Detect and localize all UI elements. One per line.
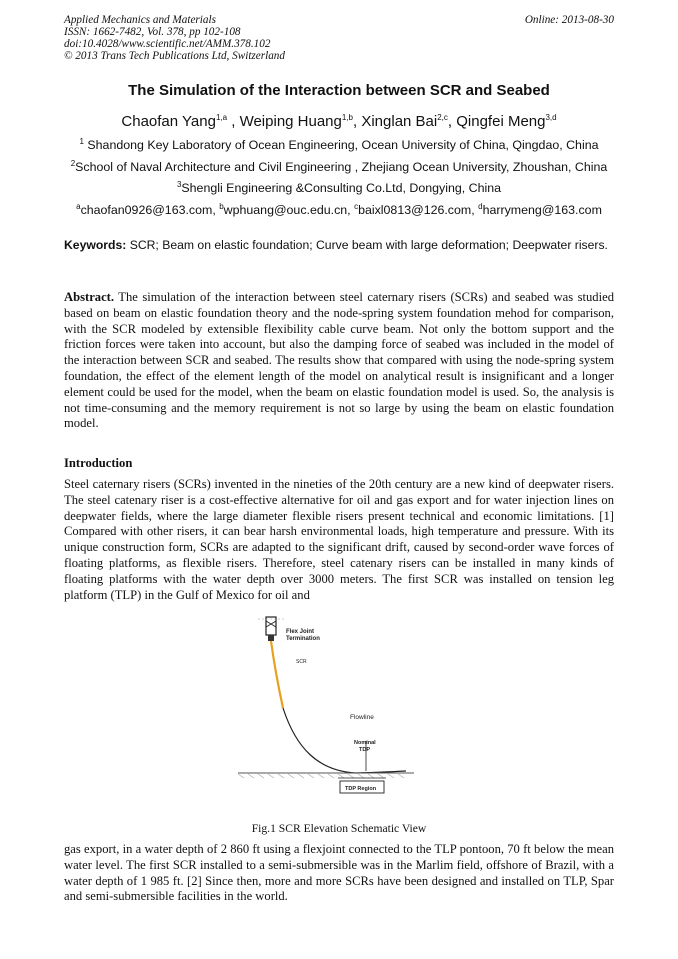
email-list (64, 203, 614, 217)
email-sup: b (219, 201, 224, 211)
abstract-text: The simulation of the interaction between steel caternary risers (SCRs) and seabed was studied based on beam on elastic foundation theory and the node-spring system foundation mehod for comparison, with the SCR modeled by extensible flexibility cable curve beam. Not only the bottom support and the friction forces were taken into account, but also the damping force of seabed was included in the model of the interaction between SCR and seabed. The results show that compared with using the node-spring system foundation, the effect of the element length of the model on analytical result is insignificant and a longer element could be used for the model, when the beam on elastic foundation model is used. So, the analysis is not time-consuming and the memory requirement is not so large by using the beam on elastic foundation model. (64, 290, 614, 431)
author-name: Chaofan Yang (121, 113, 216, 130)
author-name: Weiping Huang (239, 113, 342, 130)
journal-doi: doi:10.4028/www.scientific.net/AMM.378.102 (64, 38, 271, 50)
label-flex-joint: Flex Joint (286, 629, 315, 635)
riser-upper-segment (271, 641, 283, 708)
email-sup: d (478, 201, 483, 211)
label-termination: Termination (286, 636, 320, 642)
seabed-hatching (238, 774, 404, 778)
section-heading-introduction: Introduction (64, 456, 133, 470)
affiliation-sup: 2 (70, 158, 76, 168)
author-sup: 1,b (341, 113, 353, 122)
author-list (0, 113, 678, 130)
affiliation-text: Shengli Engineering &Consulting Co.Ltd, Dongying, China (181, 181, 502, 195)
affiliation-1 (64, 138, 614, 152)
email-sup: a (76, 201, 81, 211)
keywords (64, 238, 614, 253)
introduction-paragraph-1: Steel caternary risers (SCRs) invented in the nineties of the 20th century are a new kind of deepwater risers. The steel catenary riser is a cost-effective alternative for oil and gas export and for water injection lines on deepwater fields, where the large diameter flexible risers present technical and economic limitations. [1] Compared with other risers, it can bear harsh environmental loads, high temperature and pressure. With its unique construction form, SCRs are adapted to the significant drift, caused by second-order wave forces of floating platforms, as flexible risers. Therefore, steel catenary risers can be installed in many kinds of floating platforms with the water depth over 3000 meters. The first SCR was installed on tension leg platform (TLP) in the Gulf of Mexico for oil and (64, 477, 614, 602)
email-text: baixl0813@126.com, (358, 203, 479, 217)
affiliation-text: School of Naval Architecture and Civil Engineering , Zhejiang Ocean University, Zhoushan, China (75, 160, 608, 174)
keywords-text: SCR; Beam on elastic foundation; Curve beam with large deformation; Deepwater risers. (126, 238, 608, 252)
journal-name: Applied Mechanics and Materials (64, 14, 216, 26)
affiliation-sup: 1 (79, 136, 84, 146)
online-date: Online: 2013-08-30 (524, 14, 614, 26)
figure-caption: Fig.1 SCR Elevation Schematic View (251, 822, 427, 835)
label-tdp: TDP (359, 747, 370, 753)
email-text: harrymeng@163.com (482, 203, 602, 217)
journal-header (64, 14, 285, 62)
platform-structure (258, 617, 284, 641)
paper-title: The Simulation of the Interaction between SCR and Seabed (128, 82, 550, 99)
keywords-label: Keywords: (64, 238, 127, 252)
label-scr: SCR (296, 659, 307, 665)
author-name: Qingfei Meng (456, 113, 546, 130)
journal-copyright: © 2013 Trans Tech Publications Ltd, Switzerland (64, 50, 285, 62)
riser-catenary-segment (283, 708, 356, 773)
author-separator: , (447, 113, 457, 130)
label-nominal: Nominal (354, 740, 376, 746)
scr-schematic-figure (238, 613, 414, 806)
introduction-paragraph-2: gas export, in a water depth of 2 860 ft using a flexjoint connected to the TLP pontoon, 70 ft below the mean water level. The first SCR installed to a semi-submersible was in the Marlim field, offshore of Brazil, with a water depth of 1 985 ft. [2] Since then, more and more SCRs have been designed and installed on TLP, Spar and semi-submersible facilities in the world. (64, 842, 614, 904)
label-flowline: Flowline (350, 714, 374, 721)
email-sup: c (354, 201, 359, 211)
affiliation-3 (64, 181, 614, 195)
abstract-label: Abstract. (64, 290, 115, 304)
author-separator: , (353, 113, 362, 130)
author-sup: 1,a (215, 113, 228, 122)
author-sup: 3,d (545, 113, 557, 122)
email-text: chaofan0926@163.com, (80, 203, 220, 217)
abstract (64, 290, 614, 432)
author-name: Xinglan Bai (361, 113, 438, 130)
affiliation-sup: 3 (176, 179, 182, 189)
affiliation-text: Shandong Key Laboratory of Ocean Engineering, Ocean University of China, Qingdao, China (83, 138, 599, 152)
affiliation-2 (64, 160, 614, 174)
journal-issn: ISSN: 1662-7482, Vol. 378, pp 102-108 (64, 26, 241, 38)
email-text: wphuang@ouc.edu.cn, (223, 203, 355, 217)
author-separator: , (227, 113, 240, 130)
author-sup: 2,c (437, 113, 448, 122)
label-tdp-region: TDP Region (345, 786, 377, 792)
